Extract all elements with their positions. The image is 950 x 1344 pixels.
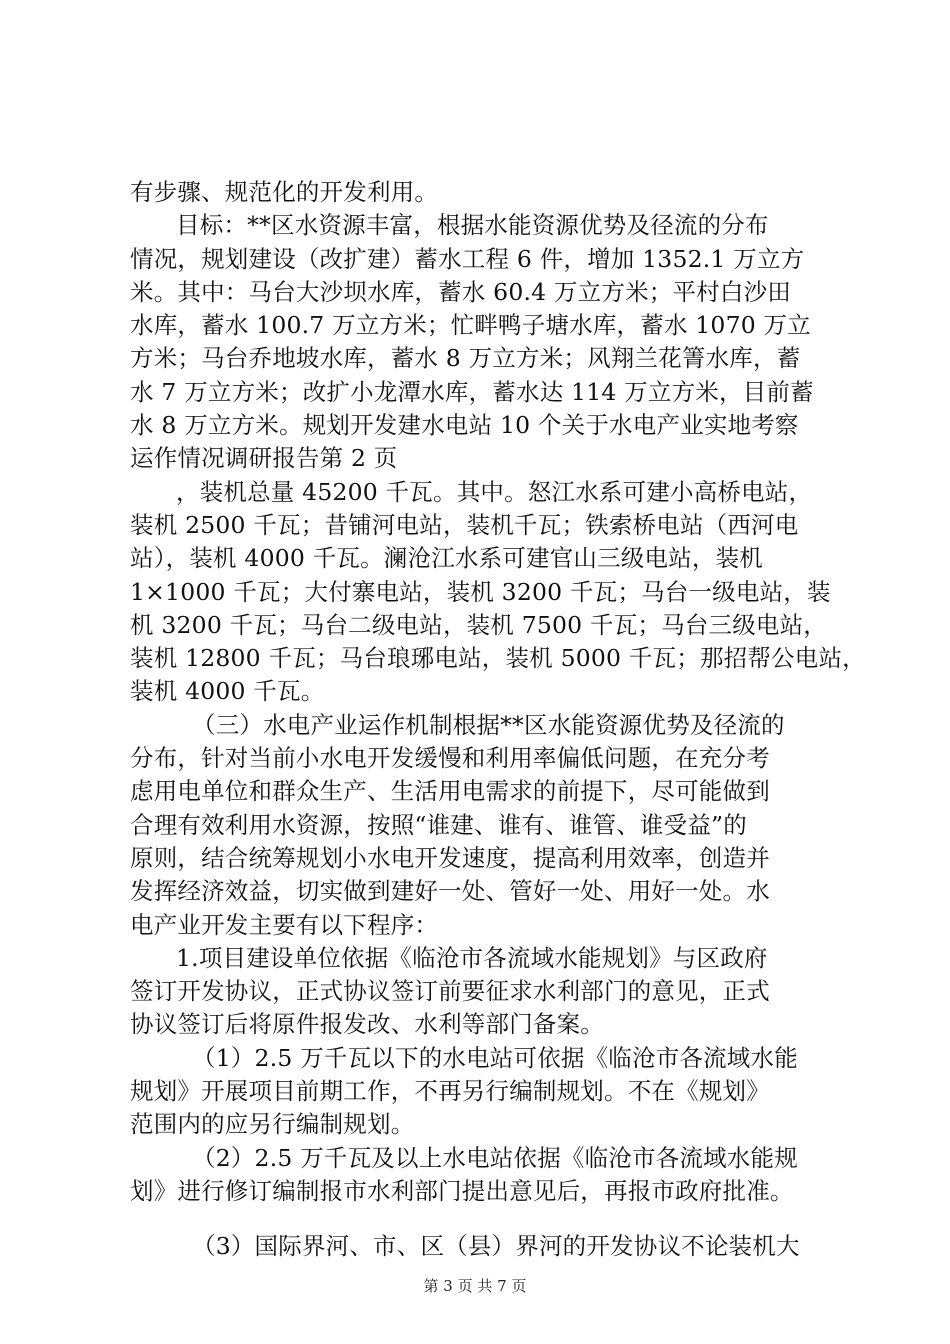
section-heading-line: （三）水电产业运作机制根据**区水能资源优势及径流的 (192, 710, 785, 739)
text-line: 水 7 万立方米；改扩小龙潭水库，蓄水达 114 万立方米，目前蓄 (130, 377, 814, 406)
text-line: 签订开发协议，正式协议签订前要征求水利部门的意见，正式 (130, 977, 770, 1006)
text-line: 1.项目建设单位依据《临沧市各流域水能规划》与区政府 (176, 943, 768, 972)
text-line: 1×1000 千瓦；大付寨电站，装机 3200 千瓦；马台一级电站，装 (130, 577, 831, 606)
text-line: ，装机总量 45200 千瓦。其中。怒江水系可建小高桥电站， (176, 477, 813, 506)
text-line: 目标：**区水资源丰富，根据水能资源优势及径流的分布 (176, 211, 769, 240)
text-line: （3）国际界河、市、区（县）界河的开发协议不论装机大 (192, 1232, 800, 1261)
text-line: 范围内的应另行编制规划。 (130, 1110, 415, 1139)
text-line: 装机 2500 千瓦；昔铺河电站，装机千瓦；铁索桥电站（西河电 (130, 510, 799, 539)
text-line: 运作情况调研报告第 2 页 (130, 444, 398, 473)
text-line: 机 3200 千瓦；马台二级电站，装机 7500 千瓦；马台三级电站， (130, 610, 827, 639)
text-line: 水 8 万立方米。规划开发建水电站 10 个关于水电产业实地考察 (130, 411, 799, 440)
body-text (130, 176, 866, 1264)
text-line: 合理有效利用水资源，按照“谁建、谁有、谁管、谁受益”的 (130, 810, 747, 839)
text-line: 站），装机 4000 千瓦。澜沧江水系可建官山三级电站，装机 (130, 544, 763, 573)
text-line: 米。其中：马台大沙坝水库，蓄水 60.4 万立方米；平村白沙田 (130, 277, 791, 306)
text-line: （1）2.5 万千瓦以下的水电站可依据《临沧市各流域水能 (192, 1043, 798, 1072)
text-line: 分布，针对当前小水电开发缓慢和利用率偏低问题，在充分考 (130, 744, 770, 773)
text-line: 协议签订后将原件报发改、水利等部门备案。 (130, 1010, 604, 1039)
text-line: 装机 4000 千瓦。 (130, 677, 325, 706)
text-line: （2）2.5 万千瓦及以上水电站依据《临沧市各流域水能规 (192, 1143, 798, 1172)
text-line: 原则，结合统筹规划小水电开发速度，提高利用效率，创造并 (130, 843, 770, 872)
text-line: 电产业开发主要有以下程序： (130, 910, 439, 939)
page-footer: 第 3 页 共 7 页 (423, 1277, 527, 1295)
text-line: 划》进行修订编制报市水利部门提出意见后，再报市政府批准。 (130, 1176, 794, 1205)
text-line: 装机 12800 千瓦；马台琅琊电站，装机 5000 千瓦；那招帮公电站， (130, 644, 866, 673)
text-line: 水库，蓄水 100.7 万立方米；忙畔鸭子塘水库，蓄水 1070 万立 (130, 311, 811, 340)
text-line: 虑用电单位和群众生产、生活用电需求的前提下，尽可能做到 (130, 777, 770, 806)
text-line: 情况，规划建设（改扩建）蓄水工程 6 件，增加 1352.1 万立方 (130, 244, 805, 273)
text-line: 发挥经济效益，切实做到建好一处、管好一处、用好一处。水 (130, 877, 770, 906)
text-line: 规划》开展项目前期工作，不再另行编制规划。不在《规划》 (130, 1077, 770, 1106)
text-line: 方米；马台乔地坡水库，蓄水 8 万立方米；风翔兰花箐水库，蓄 (130, 344, 801, 373)
text-line: 有步骤、规范化的开发利用。 (130, 178, 439, 206)
